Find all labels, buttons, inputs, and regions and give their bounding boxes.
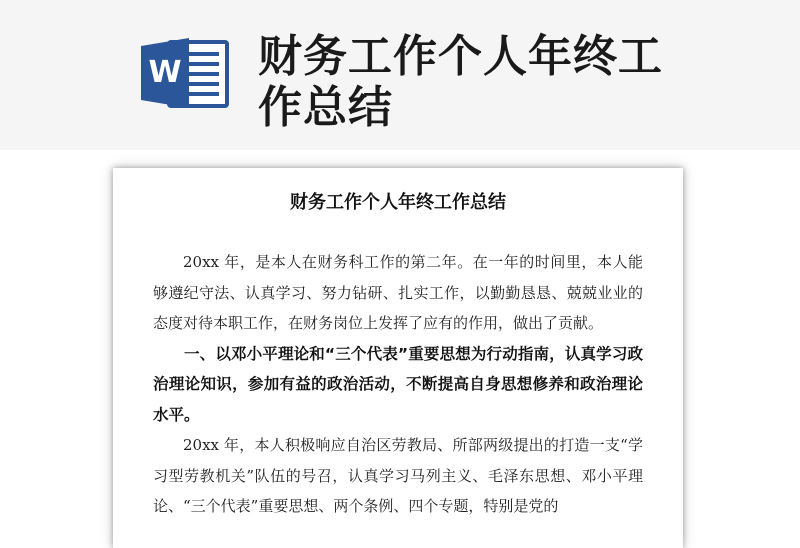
- document-body: [153, 247, 643, 522]
- paragraph: 20xx 年，是本人在财务科工作的第二年。在一年的时间里，本人能够遵纪守法、认真学习、努力钻研、扎实工作，以勤勤恳恳、兢兢业业的态度对待本职工作，在财务岗位上发挥了应有的作用，做出了贡献。: [153, 253, 643, 332]
- document-title: 财务工作个人年终工作总结: [290, 192, 506, 213]
- document-page: [113, 168, 683, 548]
- section-heading: 一、以邓小平理论和“三个代表”重要思想为行动指南，认真学习政治理论知识，参加有益的政治活动，不断提高自身思想修养和政治理论水平。: [153, 344, 643, 424]
- word-document-icon: [139, 35, 231, 111]
- paragraph: 20xx 年，本人积极响应自治区劳教局、所部两级提出的打造一支“学习型劳教机关”队伍的号召，认真学习马列主义、毛泽东思想、邓小平理论、“三个代表”重要思想、两个条例、四个专题，特别是党的: [153, 436, 643, 515]
- svg-text:W: W: [148, 55, 182, 90]
- header-banner: [0, 0, 800, 150]
- page-title: 财务工作个人年终工作总结: [258, 31, 663, 133]
